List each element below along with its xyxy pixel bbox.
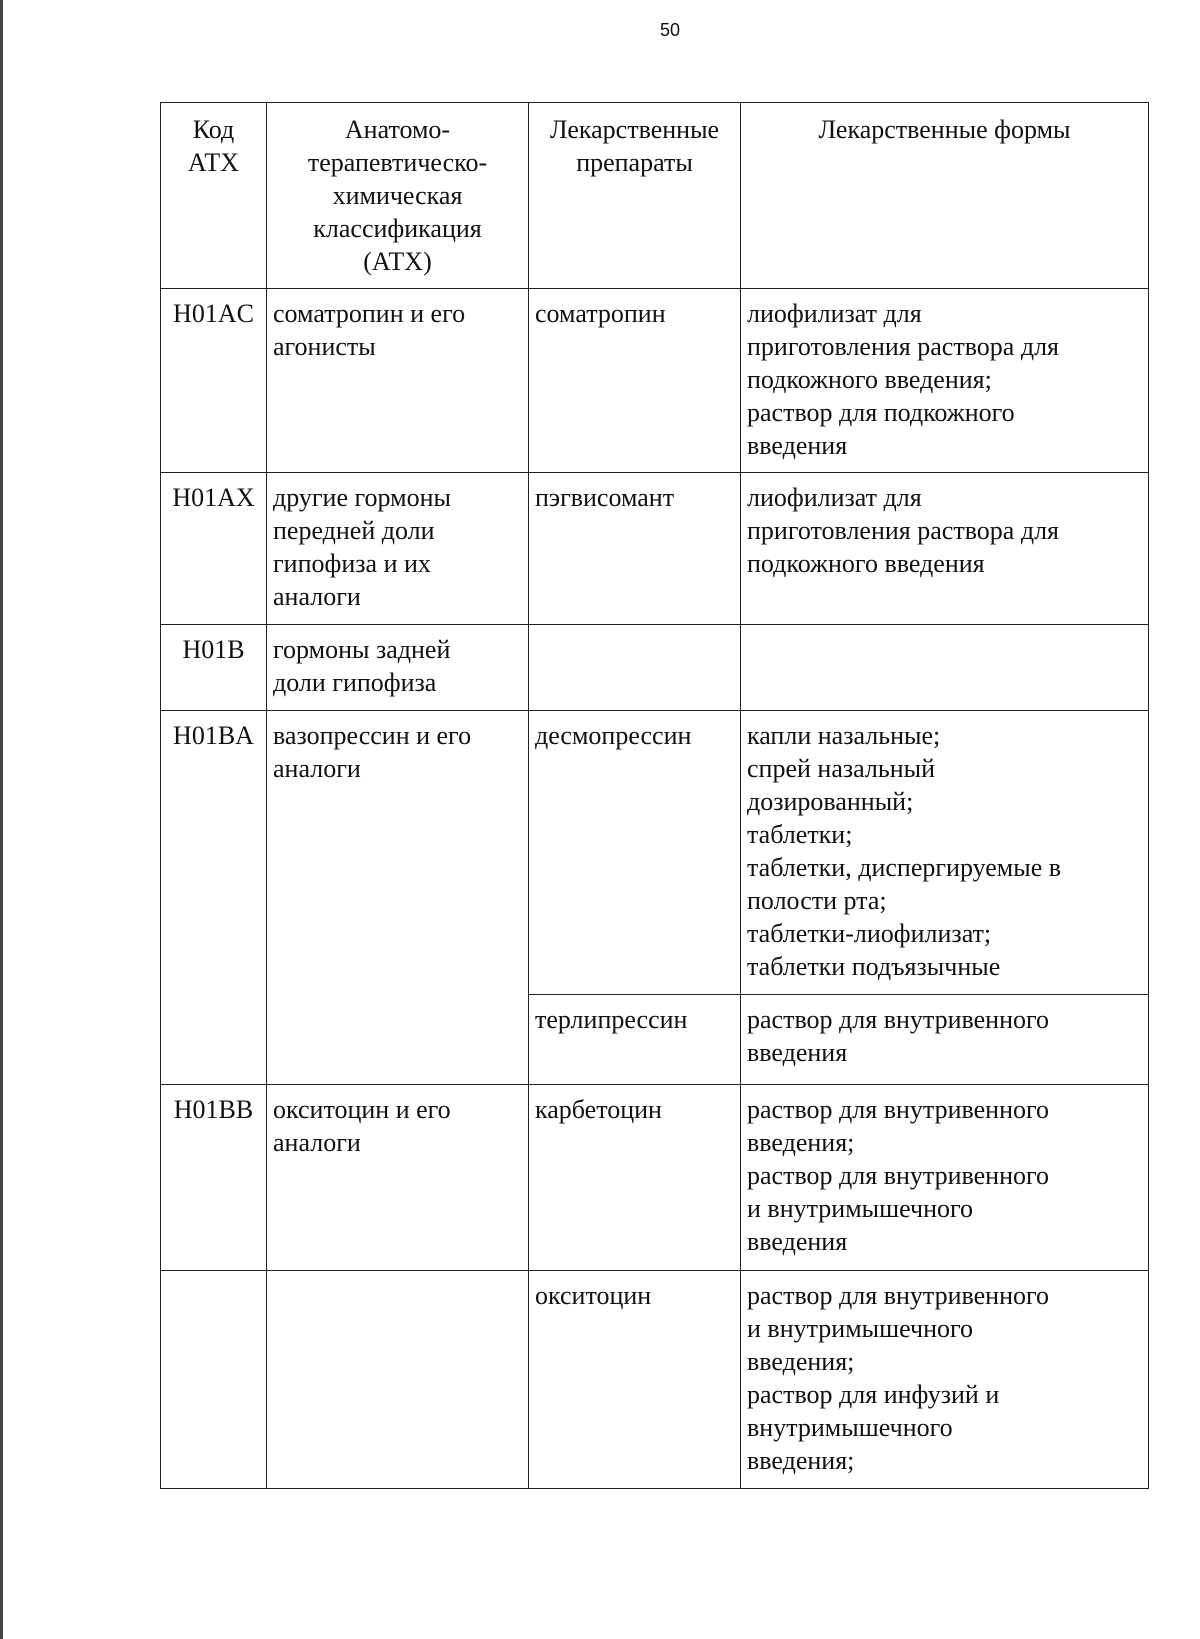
atx-code: H01BB (161, 1085, 267, 1271)
atx-code: H01AC (161, 289, 267, 473)
atx-classification (267, 1271, 529, 1489)
drug-name: карбетоцин (529, 1085, 741, 1271)
drug-forms: лиофилизат для приготовления раствора для подкожного введения (741, 473, 1149, 625)
atx-classification: окситоцин и его аналоги (267, 1085, 529, 1271)
drug-forms: капли назальные; спрей назальный дозированный; таблетки; таблетки, диспергируемые в полости рта; таблетки-лиофилизат; таблетки подъязычные (741, 711, 1149, 995)
atx-code: H01AX (161, 473, 267, 625)
table-row (161, 711, 1149, 995)
header-classification: Анатомо- терапевтическо- химическая классификация (АТХ) (267, 103, 529, 289)
drug-forms: раствор для внутривенного введения (741, 995, 1149, 1085)
atx-code (161, 1271, 267, 1489)
drug-name: десмопрессин (529, 711, 741, 995)
drug-name: терлипрессин (529, 995, 741, 1085)
atx-table (160, 102, 1149, 1489)
header-forms: Лекарственные формы (741, 103, 1149, 289)
drug-name: окситоцин (529, 1271, 741, 1489)
atx-classification: другие гормоны передней доли гипофиза и их аналоги (267, 473, 529, 625)
binding-edge (0, 0, 3, 1639)
drug-name: соматропин (529, 289, 741, 473)
atx-classification: вазопрессин и его аналоги (267, 711, 529, 1085)
drug-name: пэгвисомант (529, 473, 741, 625)
table-row (161, 1085, 1149, 1271)
atx-classification: гормоны задней доли гипофиза (267, 625, 529, 711)
atx-classification: соматропин и его агонисты (267, 289, 529, 473)
table-row (161, 473, 1149, 625)
page-number: 50 (659, 20, 681, 40)
table-header-row (161, 103, 1149, 289)
drug-forms (741, 625, 1149, 711)
drug-forms: раствор для внутривенного и внутримышечного введения; раствор для инфузий и внутримышечного введения; (741, 1271, 1149, 1489)
atx-code: H01BA (161, 711, 267, 1085)
drug-forms: лиофилизат для приготовления раствора для подкожного введения; раствор для подкожного введения (741, 289, 1149, 473)
table-row (161, 289, 1149, 473)
drug-name (529, 625, 741, 711)
header-code: Код АТХ (161, 103, 267, 289)
header-drugs: Лекарственные препараты (529, 103, 741, 289)
drug-forms: раствор для внутривенного введения; раствор для внутривенного и внутримышечного введения (741, 1085, 1149, 1271)
table-row (161, 625, 1149, 711)
atx-code: H01B (161, 625, 267, 711)
table-row (161, 1271, 1149, 1489)
